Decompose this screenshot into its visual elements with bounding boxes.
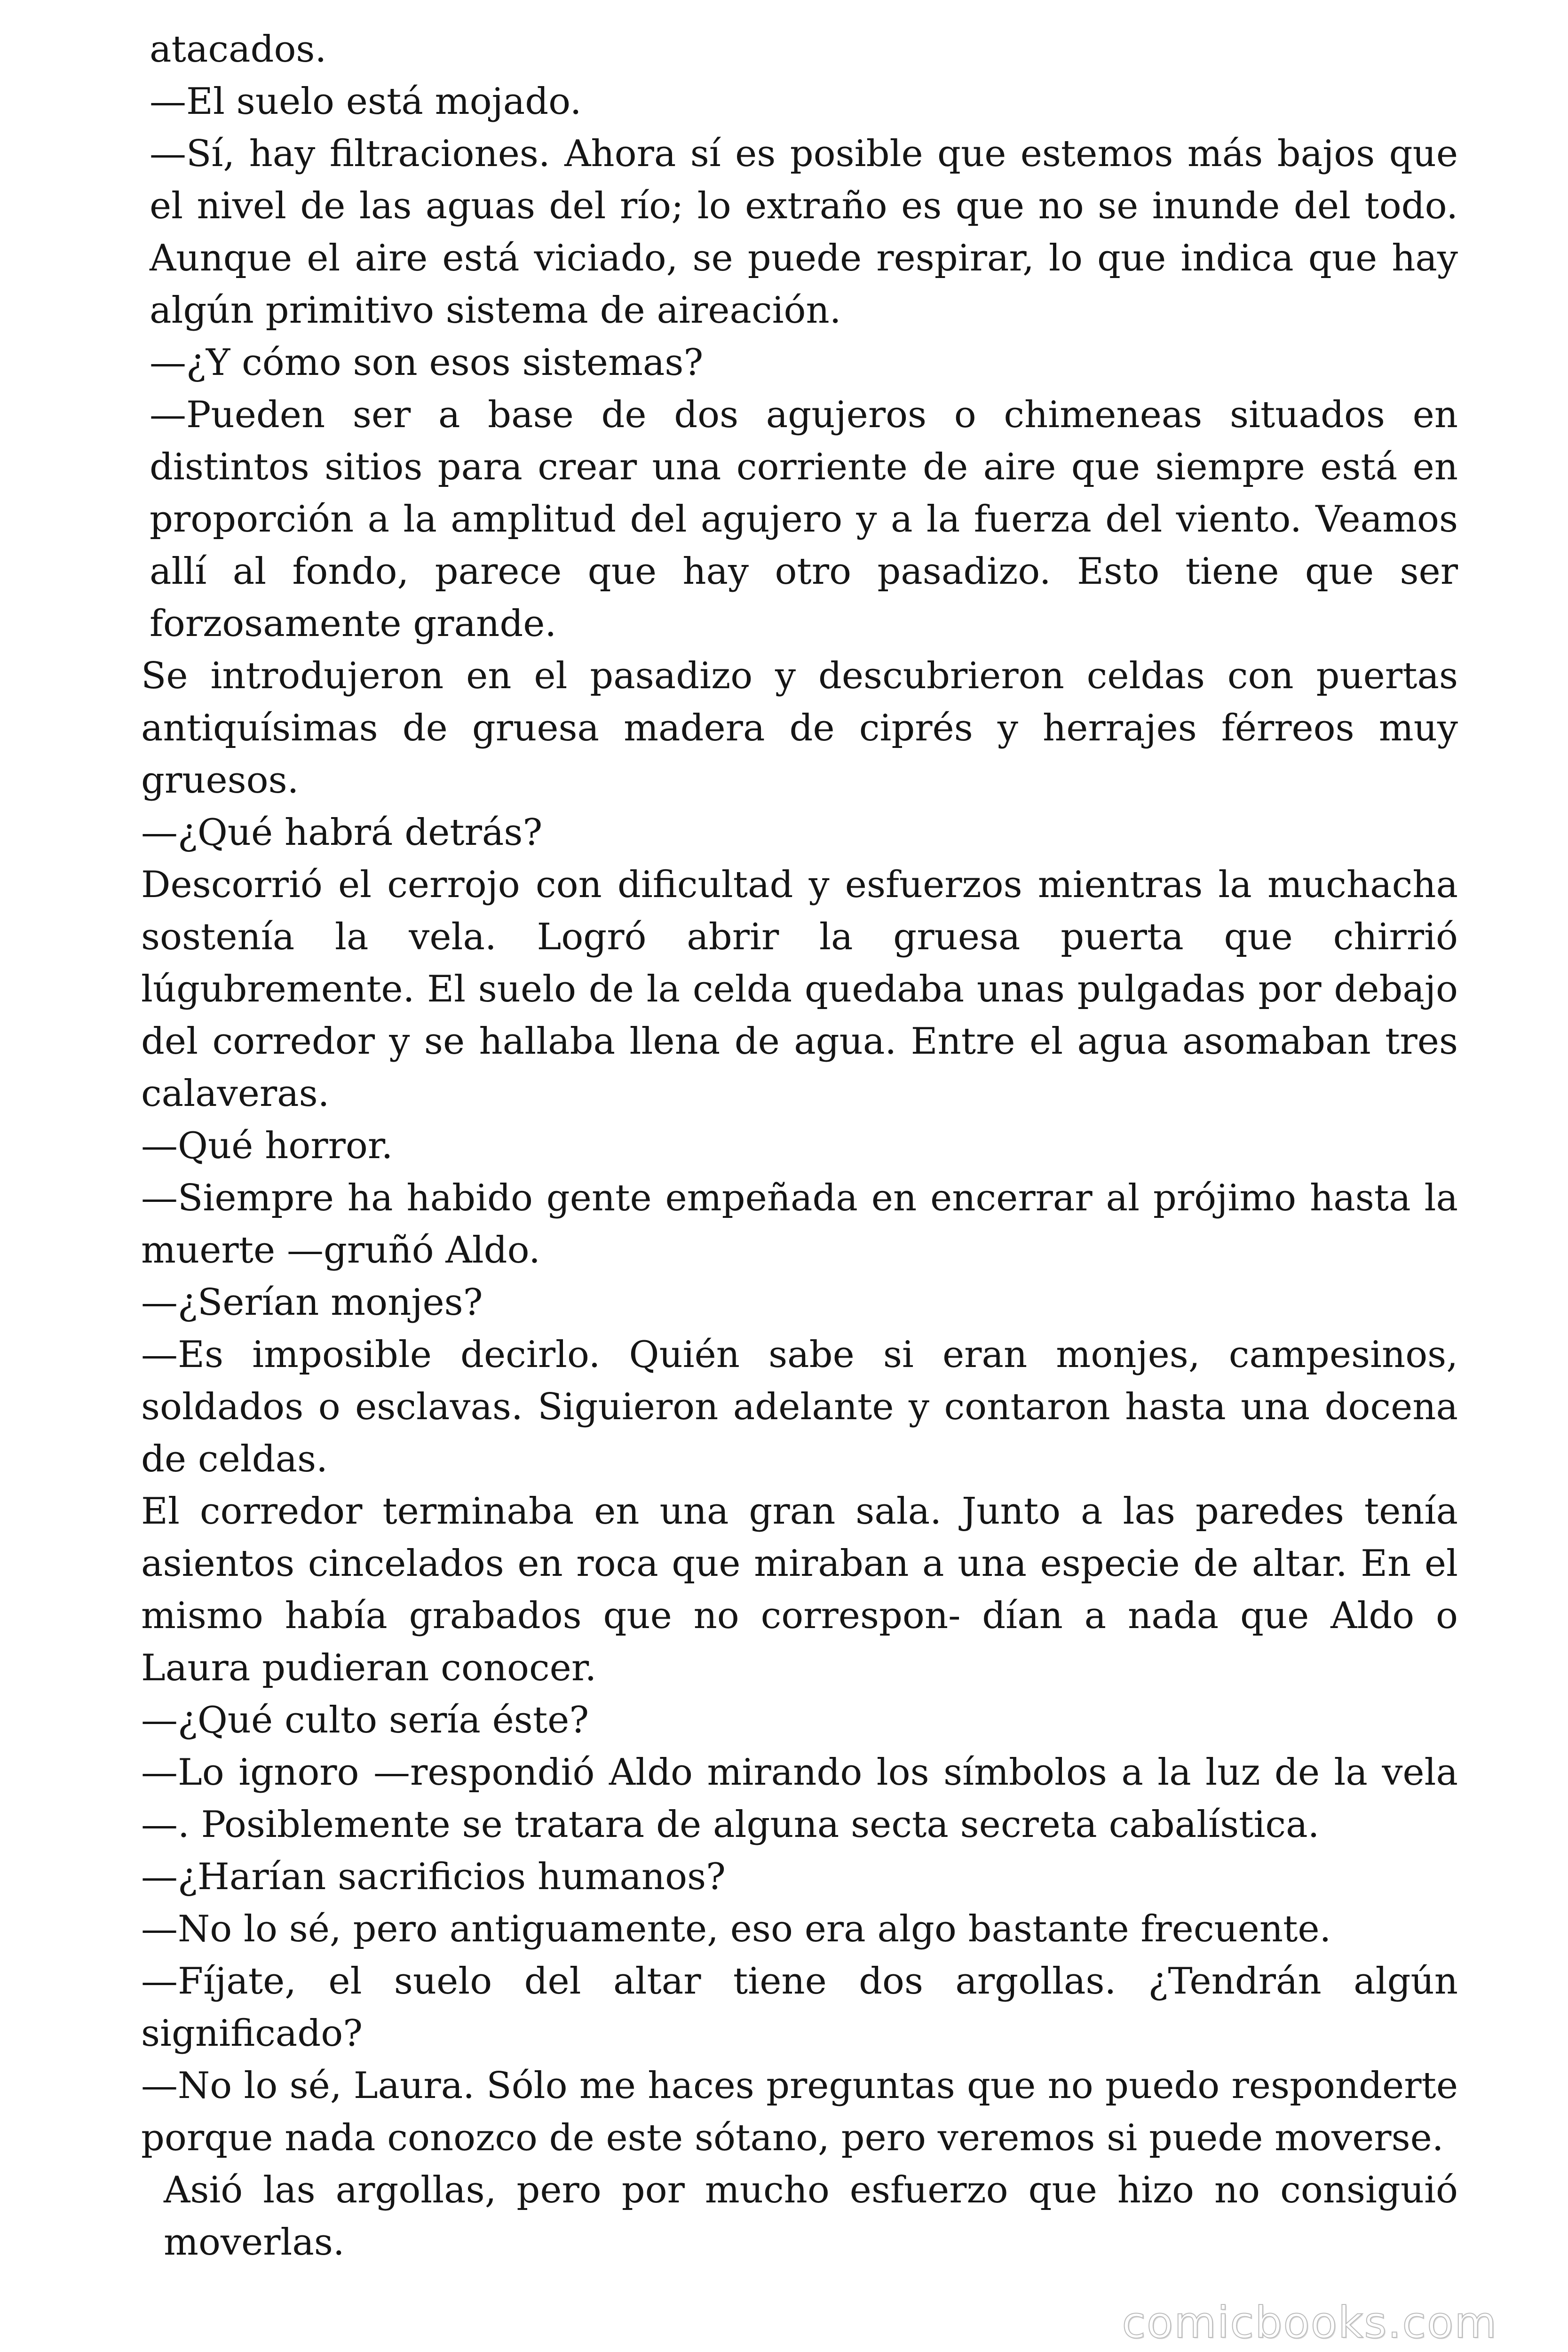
- dialogue-line: —Sí, hay filtraciones. Ahora sí es posible que estemos más bajos que el nivel de las aguas del río; lo extraño es que no se inunde del todo. Aunque el aire está viciado, se puede respirar, lo que indica que hay algún primitivo sistema de aireación.: [150, 133, 1458, 332]
- paragraph: Descorrió el cerrojo con dificultad y esfuerzos mientras la muchacha sostenía la vela. Logró abrir la gruesa puerta que chirrió lúgubremente. El suelo de la celda quedaba unas pulgadas por debajo del corredor y se hallaba llena de agua. Entre el agua asomaban tres calaveras.: [141, 864, 1458, 1115]
- paragraph: Asió las argollas, pero por mucho esfuerzo que hizo no consiguió moverlas.: [164, 2169, 1458, 2264]
- dialogue-line: —Siempre ha habido gente empeñada en encerrar al prójimo hasta la muerte —gruñó Aldo.: [141, 1177, 1458, 1271]
- dialogue-line: —¿Harían sacrificios humanos?: [141, 1856, 726, 1898]
- dialogue-line: —Es imposible decirlo. Quién sabe si eran monjes, campesinos, soldados o esclavas. Siguieron adelante y contaron hasta una docena de celdas.: [141, 1334, 1458, 1480]
- paragraph: atacados.: [150, 28, 327, 71]
- dialogue-line: —El suelo está mojado.: [150, 80, 582, 123]
- dialogue-line: —¿Serían monjes?: [141, 1281, 483, 1324]
- dialogue-line: —¿Y cómo son esos sistemas?: [150, 342, 704, 384]
- paragraph: Se introdujeron en el pasadizo y descubrieron celdas con puertas antiquísimas de gruesa madera de ciprés y herrajes férreos muy gruesos.: [141, 655, 1458, 802]
- dialogue-line: —Pueden ser a base de dos agujeros o chimeneas situados en distintos sitios para crear una corriente de aire que siempre está en proporción a la amplitud del agujero y a la fuerza del viento. Veamos allí al fondo, parece que hay otro pasadizo. Esto tiene que ser forzosamente grande.: [150, 394, 1458, 645]
- dialogue-line: —No lo sé, Laura. Sólo me haces preguntas que no puedo responderte porque nada conozco de este sótano, pero veremos si puede moverse.: [141, 2065, 1458, 2159]
- dialogue-line: —No lo sé, pero antiguamente, eso era algo bastante frecuente.: [141, 1908, 1331, 1950]
- dialogue-line: —Lo ignoro —respondió Aldo mirando los símbolos a la luz de la vela—. Posiblemente se tratara de alguna secta secreta cabalística.: [141, 1751, 1458, 1846]
- dialogue-line: —¿Qué habrá detrás?: [141, 811, 543, 854]
- dialogue-line: —Qué horror.: [141, 1125, 393, 1167]
- paragraph: El corredor terminaba en una gran sala. Junto a las paredes tenía asientos cincelados en roca que miraban a una especie de altar. En el mismo había grabados que no correspon- dían a nada que Aldo o Laura pudieran conocer.: [141, 1490, 1458, 1689]
- dialogue-line: —Fíjate, el suelo del altar tiene dos argollas. ¿Tendrán algún significado?: [141, 1960, 1458, 2055]
- watermark: comicbooks.com: [1122, 2297, 1497, 2348]
- book-page: [141, 24, 1458, 2269]
- dialogue-line: —¿Qué culto sería éste?: [141, 1699, 589, 1741]
